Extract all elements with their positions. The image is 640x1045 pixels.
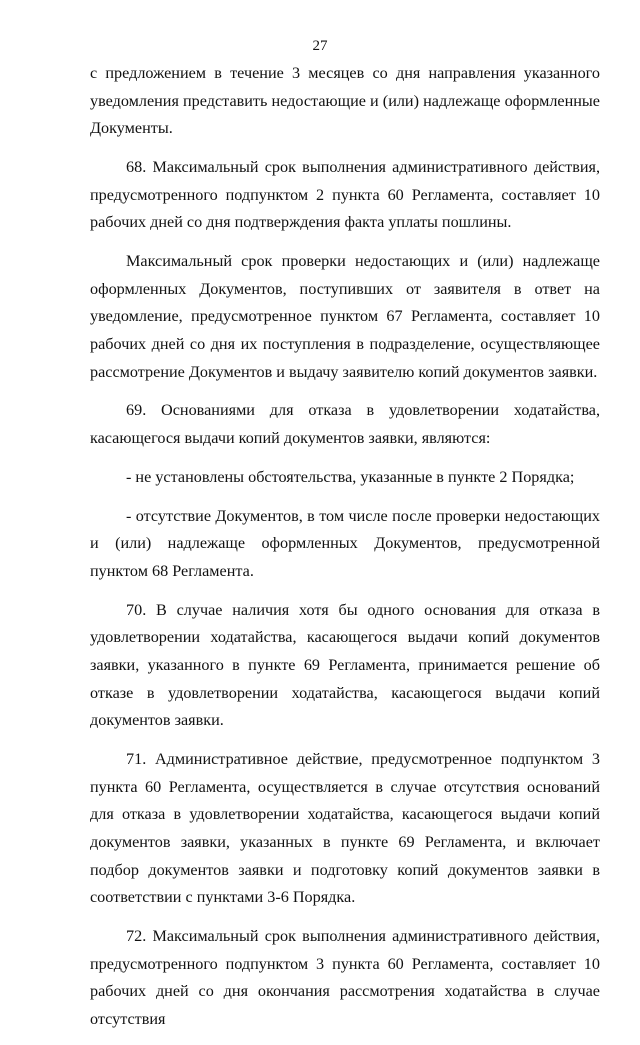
- paragraph-69-item-1: - не установлены обстоятельства, указанные в пункте 2 Порядка;: [126, 467, 575, 486]
- paragraph-68-cont: Максимальный срок проверки недостающих и (или) надлежаще оформленных Документов, поступивших от заявителя в ответ на уведомление, предусмотренное пунктом 67 Регламента, составляет 10 рабочих дней со дня их поступления в подразделение, осуществляющее рассмотрение Документов и выдачу заявителю копий документов заявки.: [90, 252, 600, 381]
- paragraph-69: 69. Основаниями для отказа в удовлетворении ходатайства, касающегося выдачи копий документов заявки, являются:: [90, 401, 600, 448]
- paragraph-71: 71. Административное действие, предусмотренное подпунктом 3 пункта 60 Регламента, осуществляется в случае отсутствия оснований для отказа в удовлетворении ходатайства, касающегося выдачи копий документов заявки, указанных в пункте 69 Регламента, и включает подбор документов заявки и подготовку копий документов заявки в соответствии с пунктами 3-6 Порядка.: [90, 750, 600, 907]
- paragraph-continuation: с предложением в течение 3 месяцев со дня направления указанного уведомления представить недостающие и (или) надлежаще оформленные Документы.: [90, 64, 600, 138]
- paragraph-72: 72. Максимальный срок выполнения административного действия, предусмотренного подпунктом 3 пункта 60 Регламента, составляет 10 рабочих дней со дня окончания рассмотрения ходатайства в случае отсутствия: [90, 927, 600, 1028]
- paragraph-69-item-2: - отсутствие Документов, в том числе после проверки недостающих и (или) надлежаще оформленных Документов, предусмотренной пунктом 68 Регламента.: [90, 506, 600, 580]
- paragraph-70: 70. В случае наличия хотя бы одного основания для отказа в удовлетворении ходатайства, касающегося выдачи копий документов заявки, указанного в пункте 69 Регламента, принимается решение об отказе в удовлетворении ходатайства, касающегося выдачи копий документов заявки.: [90, 600, 600, 730]
- page-number: 27: [312, 38, 328, 54]
- paragraph-68: 68. Максимальный срок выполнения административного действия, предусмотренного подпунктом 2 пункта 60 Регламента, составляет 10 рабочих дней со дня подтверждения факта уплаты пошлины.: [90, 158, 600, 232]
- document-body: [90, 60, 600, 1045]
